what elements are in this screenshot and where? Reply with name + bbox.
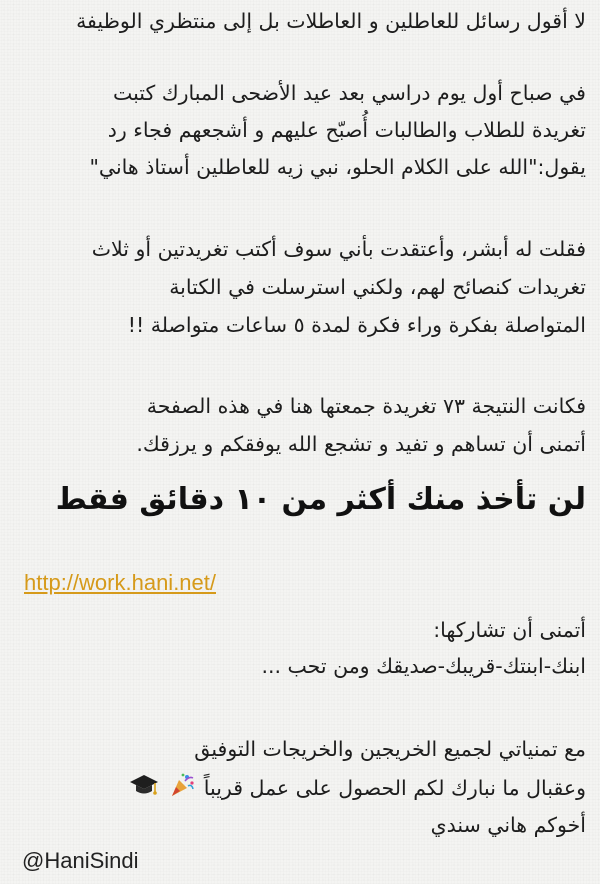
highlight-line: لن تأخذ منك أكثر من ١٠ دقائق فقط — [55, 482, 586, 517]
twitter-handle: @HaniSindi — [22, 848, 139, 873]
graduation-cap-icon — [129, 772, 159, 806]
p1-line-1: في صباح أول يوم دراسي بعد عيد الأضحى المبارك كتبت — [112, 81, 586, 105]
p1-line-2: تغريدة للطلاب والطالبات أُصبّح عليهم و أشجعهم فجاء رد — [107, 118, 586, 142]
p2-line-2: تغريدات كنصائح لهم، ولكني استرسلت في الكتابة — [169, 275, 586, 299]
closing-line-2-text: وعقبال ما نبارك لكم الحصول على عمل قريباً — [203, 776, 586, 800]
p3-line-1: فكانت النتيجة ٧٣ تغريدة جمعتها هنا في هذه الصفحة — [146, 394, 586, 418]
closing-line-2 — [14, 772, 586, 806]
p1-line-3: يقول:"الله على الكلام الحلو، نبي زيه للعاطلين أستاذ هاني" — [89, 155, 586, 179]
share-list: ابنك-ابنتك-قريبك-صديقك ومن تحب ... — [261, 654, 586, 678]
party-popper-icon — [169, 772, 195, 806]
closing-line-1: مع تمنياتي لجميع الخريجين والخريجات التوفيق — [194, 737, 586, 761]
p2-line-1: فقلت له أبشر، وأعتقدت بأني سوف أكتب تغريدتين أو ثلاث — [91, 237, 586, 261]
website-link[interactable]: http://work.hani.net/ — [24, 570, 216, 595]
signature: أخوكم هاني سندي — [430, 813, 586, 837]
intro-line: لا أقول رسائل للعاطلين و العاطلات بل إلى منتظري الوظيفة — [76, 9, 586, 33]
share-title: أتمنى أن تشاركها: — [433, 618, 586, 642]
p3-line-2: أتمنى أن تساهم و تفيد و تشجع الله يوفقكم و يرزقك. — [136, 432, 586, 456]
p2-line-3: المتواصلة بفكرة وراء فكرة لمدة ٥ ساعات متواصلة !! — [127, 313, 586, 337]
